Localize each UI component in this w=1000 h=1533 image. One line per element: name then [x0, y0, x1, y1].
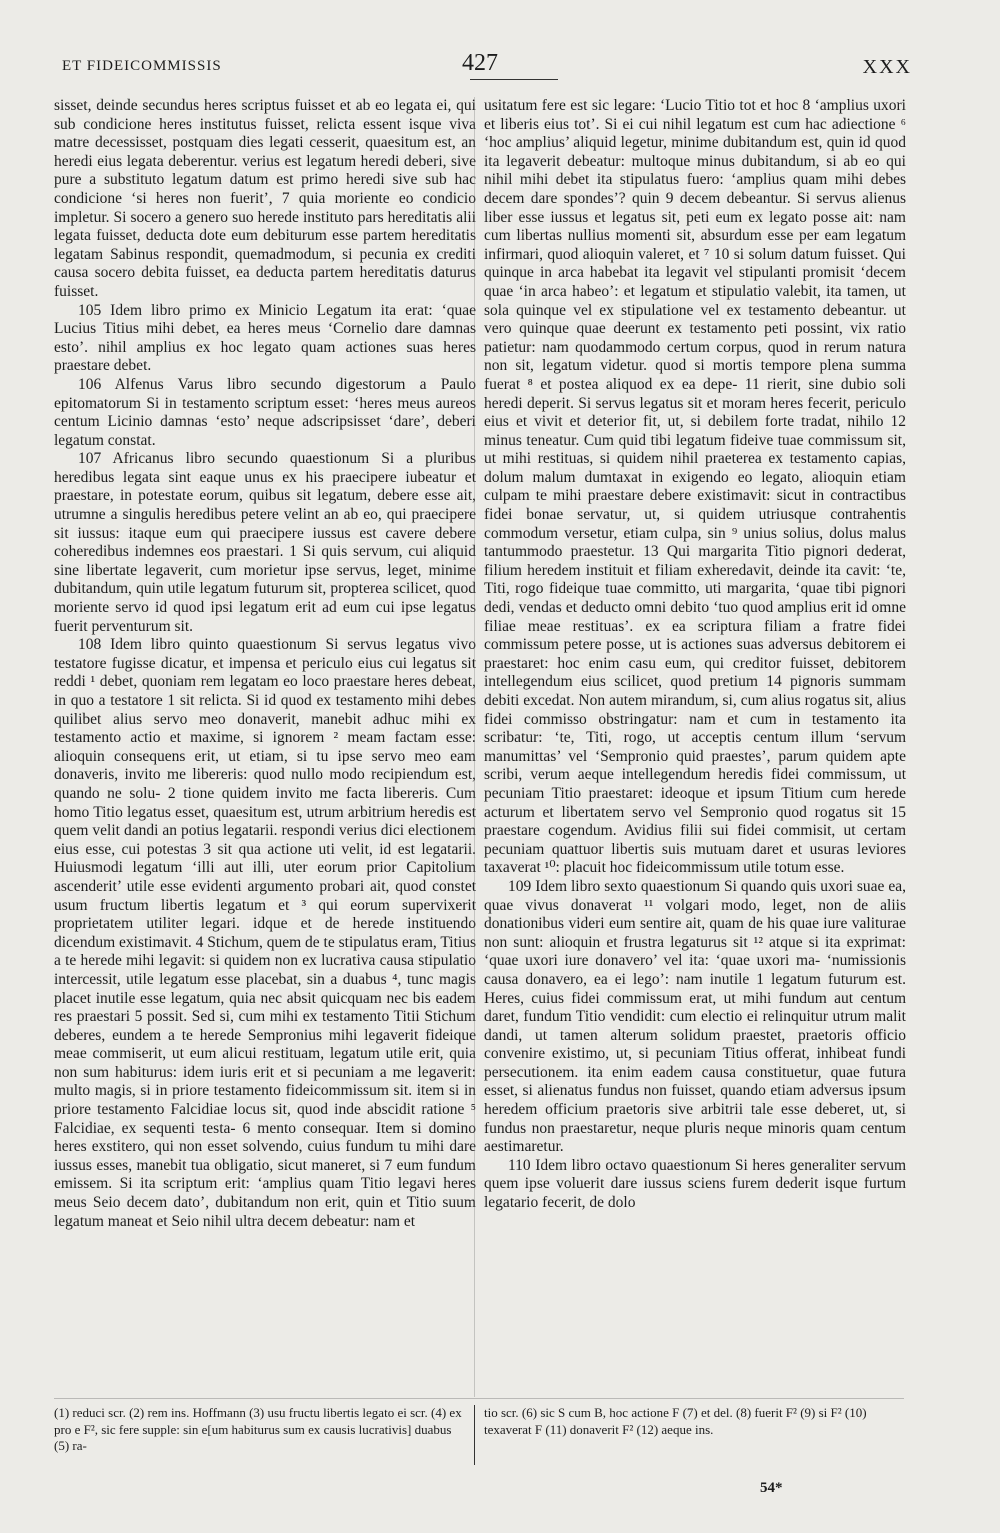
- right-paragraph: 109 Idem libro sexto quaestionum Si quando quis uxori suae ea, quae vivus donaverat ¹¹ volgari modo, leget, non de aliis donationibus videri eum sentire ait, quam de his quae iure valiturae non sunt: alioquin et frustra legaturus sit ¹² atque si ita exprimat: ‘quae uxori iure donavero’ vel ita: ‘quae uxori ma- ‘numissionis causa donavero, ea ei lego’: nam inutile 1 legatum futurum est. Heres, cuius fidei commissum erat, ut mihi fundum aut centum daret, fundum Titio vendidit: cum electio ei relinquitur utrum malit dandi, ut tamen alterum solidum praestet, praetoris officio convenire existimo, ut, si pecuniam Titius offerat, inhibeat fundi persecutionem. ita enim eadem causa constituetur, quae futura esset, si alienatus fundus non fuisset, quando etiam adversus ipsum heredem officium praetoris sive arbitrii tale esse deberet, ut, si fundus non praestaretur, neque pluris neque minoris quam centum aestimaretur.: [484, 877, 906, 1156]
- left-paragraph: sisset, deinde secundus heres scriptus fuisset et ab eo legata ei, qui sub condicione heres institutus fuisset, relicta essent isque viva matre decessisset, postquam dies legati cesserit, quaesitum est, an heredi eius legata deberentur. verius est legatum heredi deberi, sive pure a substituto legatum datum est primo heredi sive sub hac condicione ‘si heres non fuerit’, 7 quia moriente eo condicio impletur. Si socero a genero suo herede instituto pars hereditatis alii legata fuisset, deducta dote eum debiturum esse partem hereditatis legatam Sabinus respondit, quemadmodum, si pecunia ex crediti causa socero debita fuisset, ea deducta partem hereditatis daturus fuisset.: [54, 97, 476, 300]
- footnotes-left: (1) reduci scr. (2) rem ins. Hoffmann (3) usu fructu libertis legato ei scr. (4) ex pro e F², sic fere supple: sin e[um habiturus sum ex causis lucrativis] duabus (5) ra-: [54, 1405, 462, 1453]
- running-head: [0, 50, 1000, 80]
- right-paragraph: 110 Idem libro octavo quaestionum Si heres generaliter servum quem ipse voluerit dare iussus sciens furem dederit isque furtum legatario fecerit, de dolo: [484, 1156, 906, 1212]
- left-paragraph: 106 Alfenus Varus libro secundo digestorum a Paulo epitomatorum Si in testamento scriptum esset: ‘heres meus aureos centum Licinio damnas ‘esto’ neque adscripsisset ‘dare’, deberi legatum constat.: [54, 375, 476, 449]
- signature-mark: 54*: [760, 1480, 783, 1496]
- left-column: [54, 97, 476, 1231]
- left-paragraph: 108 Idem libro quinto quaestionum Si servus legatus vivo testatore fugisse dicatur, et impensa et periculo eius cui legatus sit reddi ¹ debet, quoniam rem legatam eo loco praestare heres debeat, in quo a testatore 1 sit relicta. Si id quod ex testamento mihi debes quilibet alius servo meo donaverit, manebit adhuc mihi ex testamento actio et maxime, si ignorem ² meam factam esse: alioquin consequens erit, ut etiam, si tu ipse servo meo eam donaveris, invito me libereris: quod nullo modo recipiendum est, quando ne solu- 2 tione quidem invito me facta libereris. Cum homo Titio legatus esset, quaesitum est, utrum arbitrium heredis est quem velit dandi an potius legatarii. respondi verius dici electionem eius esse, cui potestas 3 sit qua actione uti velit, id est legatarii. Huiusmodi legatum ‘illi aut illi, uter eorum prior Capitolium ascenderit’ utile esse evidenti argumento probari ait, quod constet usum fructum libertis legatum et ³ qui eorum supervixerit proprietatem utiliter legari. idque et de herede instituendo dicendum existimavit. 4 Stichum, quem de te stipulatus eram, Titius a te herede mihi legavit: si quidem non ex lucrativa causa stipulatio intercessit, utile legatum esse placebat, sin a duabus ⁴, tunc magis placet inutile esse legatum, quia nec absit quicquam nec bis eadem res praestari 5 possit. Sed si, cum mihi ex testamento Titii Stichum deberes, eundem a te herede Sempronius mihi legaverit fideique meae commiserit, ut eum alicui restituam, legatum utile erit, quia non sum habiturus: idem iuris erit et si pecuniam a me legaverit: multo magis, si in priore testamento fideicommissum sit. item si in priore testamento Falcidiae locus sit, quod inde abscidit ratione ⁵ Falcidiae, ex sequenti testa- 6 mento consequar. Item si domino heres exstitero, qui non esset solvendo, cuius fundum tu mihi dare iussus esses, manebit tua obligatio, sicut maneret, si 7 eum fundum emissem. Si ita scriptum erit: ‘amplius quam Titio legavi heres meus Seio decem dato’, dubitandum non erit, quin et Titio suum legatum maneat et Seio nihil ultra decem debeatur: nam et: [54, 636, 476, 1230]
- footnotes-right: tio scr. (6) sic S cum B, hoc actione F (7) et del. (8) fuerit F² (9) si F² (10) texaverat F (11) donaverit F² (12) aeque ins.: [484, 1405, 867, 1437]
- column-divider: [474, 97, 475, 1397]
- running-head-title: ET FIDEICOMMISSIS: [62, 58, 222, 74]
- footnote-divider: [474, 1405, 475, 1465]
- right-column: [484, 97, 906, 1213]
- left-paragraph: 107 Africanus libro secundo quaestionum Si a pluribus heredibus legata sint eaque unus ex his praecipere iubeatur et praestare, in potestate eorum, quibus sit legatum, debere esse ait, utrumne a singulis heredibus petere velint an ab eo, qui praecipere sit iussus: itaque eum qui praecipere iussus est cavere debere coheredibus indemnes eos praestari. 1 Si quis servum, cui aliquid sine libertate legaverit, cum morietur ipse servus, leget, minime dubitandum, quin utile legatum futurum sit, propterea scilicet, quod moriente servo id quod ipsi legatum erit ad eum cui ipse legatus fuerit perventurum sit.: [54, 450, 476, 635]
- page-number: 427: [462, 50, 498, 76]
- header-rule: [470, 79, 558, 80]
- right-paragraph: usitatum fere est sic legare: ‘Lucio Titio tot et hoc 8 ‘amplius uxori et liberis eius tot’. Si ei cui nihil legatum est cum hac adiectione ⁶ ‘hoc amplius’ aliquid legetur, minime dubitandum est, quin id quod ita legaverit debeatur: multoque minus dubitandum, si ab eo qui nihil mihi debet ita stipulatus fuero: ‘amplius quam mihi debes decem dare spondes’? quin 9 decem debeantur. Si servus alienus liber esse iussus et legatus sit, peti eum ex legato posse ait: nam cum libertas nullius momenti sit, absurdum esse per eam legatum infirmari, quod alioquin valeret, et ⁷ 10 si solum datum fuisset. Qui quinque in arca habebat ita legavit vel stipulanti promisit ‘decem quae ‘in arca habeo’: et legatum et stipulatio valebit, ita tamen, ut sola quinque vel ex stipulatione vel ex testamento debeantur. ut vero quinque quae deerunt ex testamento peti possint, vix ratio patietur: nam quodammodo certum corpus, quod in rerum natura non sit, legatum videtur. quod si mortis tempore plena summa fuerat ⁸ et postea aliquod ex ea depe- 11 rierit, sine dubio soli heredi deperit. Si servus legatus sit et moram heres fecerit, periculo eius et vivit et deterior fit, ut, si debilem forte tradat, nihilo 12 minus teneatur. Cum quid tibi legatum fideive tuae commissum sit, ut mihi restituas, si quidem nihil praeterea ex testamento capias, dolum malum dumtaxat in exigendo eo legato, alioquin etiam culpam te mihi praestare debere existimavit: sicut in contractibus fidei bonae servatur, ut, si quidem utriusque contrahentis commodum versetur, etiam culpa, sin ⁹ unius solius, dolus malus tantummodo praestetur. 13 Qui margarita Titio pignori dederat, filium heredem instituit et filiam exheredavit, deinde ita cavit: ‘te, Titi, rogo fideique tuae committo, uti margarita, ‘quae tibi pignori dedi, vendas et deducto omni debito ‘tuo quod amplius erit id omne filiae meae restituas’. ex ea scriptura filiam a fratre fidei commissum petere posse, ut is actiones suas adversus debitorem ei praestaret: hoc enim casu eum, qui creditor fuisset, debitorem intellegendum eius scilicet, quod pretium 14 pignoris summam debiti excedat. Non autem mirandum, si, cum alius rogatus sit, alius fidei commisso obstringatur: nam et cum in testamento ita scribatur: ‘te, Titi, rogo, ut acceptis centum illum ‘servum manumittas’ vel ‘Sempronio quid praestes’, parum quidem apte scribi, verum aeque intellegendum heredis fidei commissum, ut pecuniam Titio praestaret: ideoque et ipsum Titium cum herede acturum et libertatem servo vel Sempronio quod rogatus sit 15 praestare cogendum. Avidius filii sui fidei commisit, ut certam pecuniam quattuor libertis suis mutuam daret et usuras leviores taxaverat ¹⁰: placuit hoc fideicommissum utile totum esse.: [484, 97, 906, 877]
- book-number: XXX: [862, 56, 912, 78]
- left-paragraph: 105 Idem libro primo ex Minicio Legatum ita erat: ‘quae Lucius Titius mihi debet, ea heres meus ‘Cornelio dare damnas esto’. nihil amplius ex hoc legato quam actiones suas heres praestare debet.: [54, 301, 476, 375]
- footnote-rule: [54, 1398, 904, 1399]
